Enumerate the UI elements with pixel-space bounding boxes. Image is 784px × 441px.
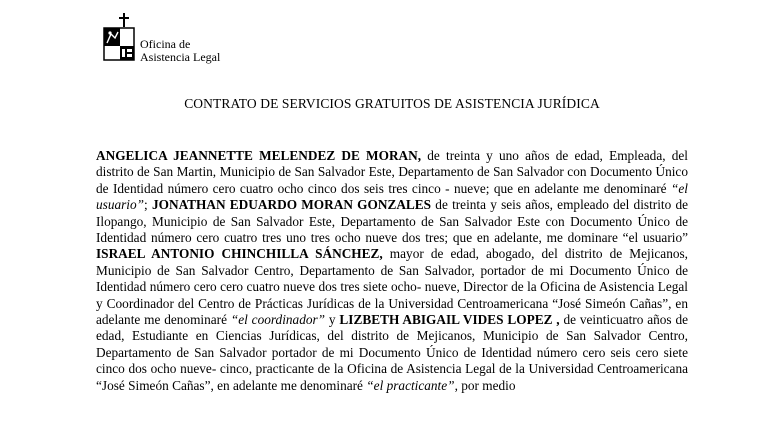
role-label-usuario: “el usuario” [96,180,688,213]
document-header [96,12,236,72]
body-text-segment: de treinta y uno años de edad, Empleada, del distrito de San Martin, Municipio de San Salvador Este, Departamento de San Salvador con Documento Único de Identidad número cero cuatro ocho cinco dos seis tres cinco - nueve; que en adelante me denominaré [96,148,688,196]
party-name-practicante: LIZBETH ABIGAIL VIDES LOPEZ , [339,312,560,328]
contract-body [96,148,688,394]
body-text-segment: ; [144,197,152,213]
body-text-segment: de veinticuatro años de edad, Estudiante en Ciencias Jurídicas, del distrito de Mejicanos, Municipio de San Salvador Centro, Departamento de San Salvador portador de mi Documento Único de Identidad número cero seis cero siete cinco dos ocho nueve- cinco, practicante de la Oficina de Asistencia Legal de la Universidad Centroamericana “José Simeón Cañas”, en adelante me denominaré [96,312,689,393]
body-text-segment: mayor de edad, abogado, del distrito de Mejicanos, Municipio de San Salvador Centro, Departamento de San Salvador, portador de mi Documento Único de Identidad número cero cero cuatro nueve dos tres siete ocho- nueve, Director de la Oficina de Asistencia Legal y Coordinador del Centro de Prácticas Jurídicas de la Universidad Centroamericana “José Simeón Cañas”, en adelante me denominaré [96,246,688,328]
document-title: CONTRATO DE SERVICIOS GRATUITOS DE ASISTENCIA JURÍDICA [184,96,600,111]
org-line-1: Oficina de [140,37,191,51]
role-label-coordinador: “el coordinador” [230,312,326,328]
role-label-practicante: “el practicante” [366,377,455,393]
party-name-usuario-2: JONATHAN EDUARDO MORAN GONZALES [151,197,432,213]
body-text-segment: , por medio [454,377,516,393]
body-text-segment: de treinta y seis años, empleado del distrito de Ilopango, Municipio de San Salvador Este, Departamento de San Salvador Este con Documento Único de Identidad número cero cuatro tres uno tres ocho nueve dos tres; que en adelante, me dominare “el usuario” [96,197,688,246]
party-name-coordinador: ISRAEL ANTONIO CHINCHILLA SÁNCHEZ, [96,246,383,262]
university-cross-logo-icon [96,12,136,64]
org-line-2: Asistencia Legal [140,50,221,64]
organization-name [140,38,220,64]
party-name-usuario-1: ANGELICA JEANNETTE MELENDEZ DE MORAN, [96,148,422,163]
body-text-segment: y [325,312,340,328]
contract-paragraph [96,148,688,394]
